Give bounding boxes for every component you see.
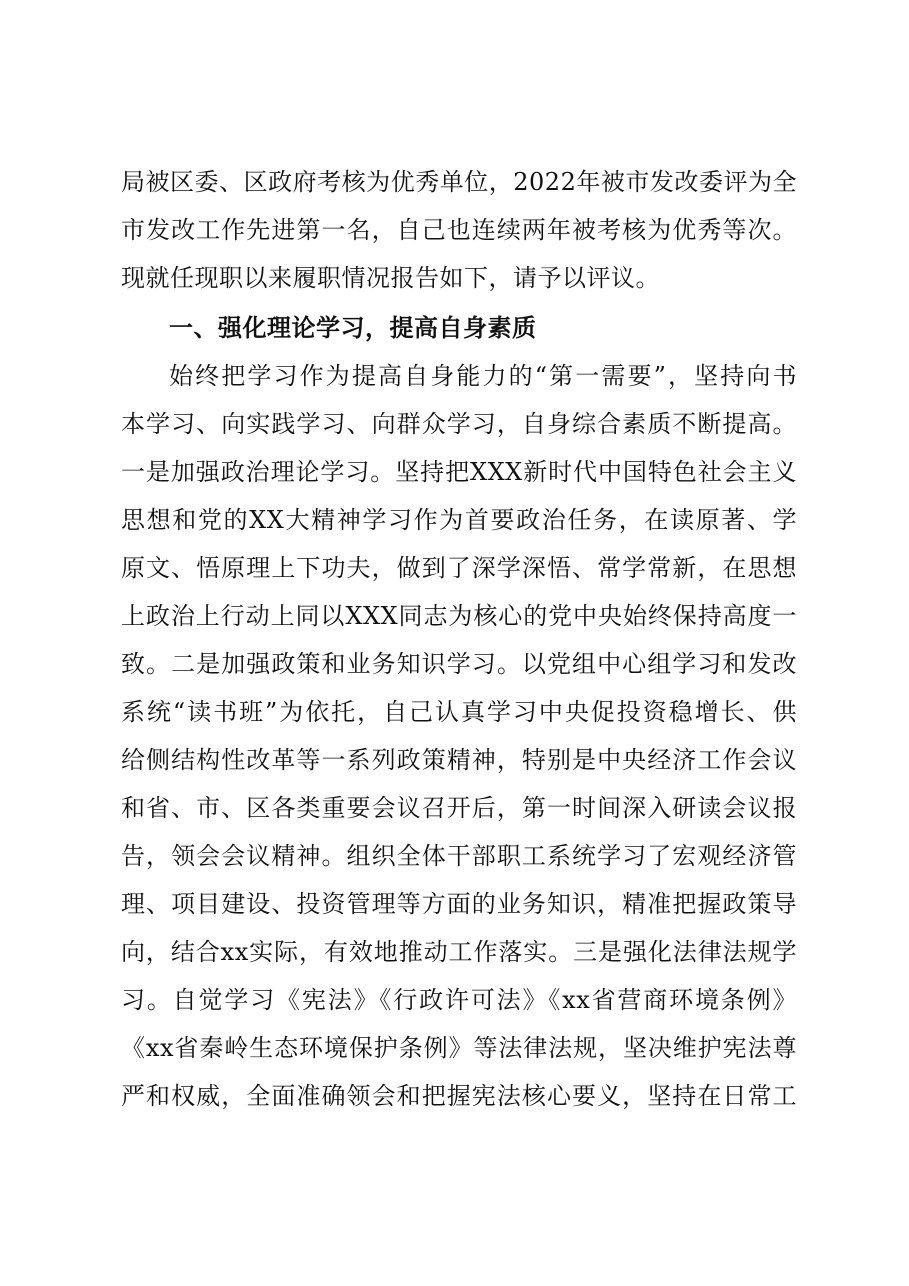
paragraph-line-2: 市发改工作先进第一名，自己也连续两年被考核为优秀等次。 xyxy=(121,216,797,244)
body-line-7: 致。二是加强政策和业务知识学习。以党组中心组学习和发改 xyxy=(121,650,797,678)
body-line-11: 告，领会会议精神。组织全体干部职工系统学习了宏观经济管 xyxy=(121,842,797,870)
body-line-5: 原文、悟原理上下功夫，做到了深学深悟、常学常新，在思想 xyxy=(121,554,797,582)
body-line-16: 严和权威，全面准确领会和把握宪法核心要义，坚持在日常工 xyxy=(121,1082,797,1110)
section-heading: 一、强化理论学习，提高自身素质 xyxy=(169,314,537,342)
body-line-15: 《xx省秦岭生态环境保护条例》等法律法规，坚决维护宪法尊 xyxy=(121,1034,797,1062)
body-line-3: 一是加强政治理论学习。坚持把XXX新时代中国特色社会主义 xyxy=(121,458,797,486)
body-line-12: 理、项目建设、投资管理等方面的业务知识，精准把握政策导 xyxy=(121,890,797,918)
body-line-13: 向，结合xx实际，有效地推动工作落实。三是强化法律法规学 xyxy=(121,938,797,966)
paragraph-line-1: 局被区委、区政府考核为优秀单位，2022年被市发改委评为全 xyxy=(121,168,797,196)
body-line-8: 系统“读书班”为依托，自己认真学习中央促投资稳增长、供 xyxy=(121,698,797,726)
body-line-10: 和省、市、区各类重要会议召开后，第一时间深入研读会议报 xyxy=(121,794,797,822)
body-line-14: 习。自觉学习《宪法》《行政许可法》《xx省营商环境条例》 xyxy=(121,986,797,1014)
body-line-2: 本学习、向实践学习、向群众学习，自身综合素质不断提高。 xyxy=(121,410,797,438)
body-line-4: 思想和党的XX大精神学习作为首要政治任务，在读原著、学 xyxy=(121,506,797,534)
body-line-1: 始终把学习作为提高自身能力的“第一需要”，坚持向书 xyxy=(169,362,797,390)
paragraph-line-3: 现就任现职以来履职情况报告如下，请予以评议。 xyxy=(121,264,660,292)
body-line-9: 给侧结构性改革等一系列政策精神，特别是中央经济工作会议 xyxy=(121,746,797,774)
body-line-6: 上政治上行动上同以XXX同志为核心的党中央始终保持高度一 xyxy=(121,602,797,630)
